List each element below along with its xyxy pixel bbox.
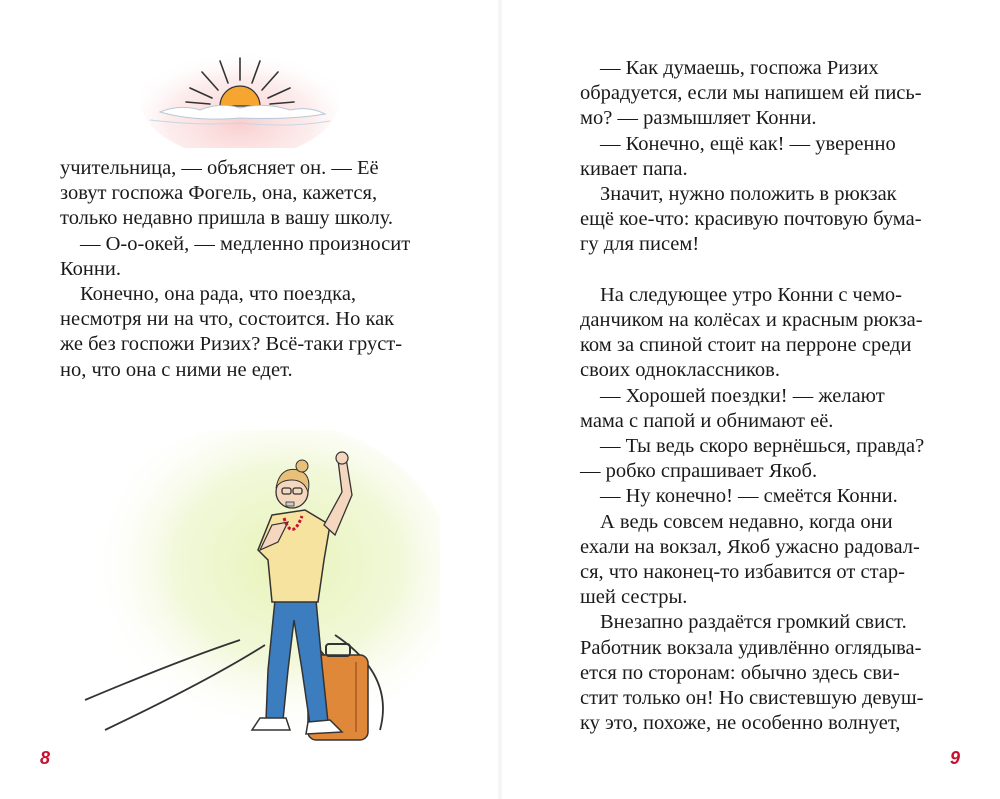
text-line: только недавно пришла в вашу школу. [60, 207, 394, 230]
text-line: — Ты ведь скоро вернёшься, правда? [600, 435, 925, 458]
text-line: ещё кое-что: красивую почтовую бума- [580, 208, 922, 231]
text-line: ком за спиной стоит на перроне среди [580, 334, 912, 357]
text-line: — Конечно, ещё как! — уверенно [600, 132, 896, 155]
text-line: Работник вокзала удивлённо оглядыва- [580, 636, 922, 659]
text-line: несмотря ни на что, состоится. Но как [60, 308, 395, 331]
text-line: — Хорошей поездки! — желают [600, 384, 885, 407]
text-line: мама с папой и обнимают её. [580, 409, 834, 432]
text-line: обрадуется, если мы напишем ей пись- [580, 82, 922, 105]
text-line: зовут госпожа Фогель, она, кажется, [60, 182, 378, 205]
right-page-text [580, 56, 960, 736]
text-line: На следующее утро Конни с чемо- [600, 283, 902, 306]
text-line: ку это, похоже, не особенно волнует, [580, 712, 901, 735]
sunrise-illustration [140, 28, 340, 148]
text-line: данчиком на колёсах и красным рюкза- [580, 309, 923, 332]
woman-whistling-illustration [80, 430, 440, 760]
text-line: Значит, нужно положить в рюкзак [600, 183, 897, 206]
text-line [580, 258, 960, 283]
text-line: же без госпожи Ризих? Всё-таки груст- [60, 333, 403, 356]
left-page-text [60, 156, 440, 383]
text-line: — Ну конечно! — смеётся Конни. [600, 485, 898, 508]
text-line: ехали на вокзал, Якоб ужасно радовал- [580, 535, 920, 558]
text-line: но, что она с ними не едет. [60, 358, 293, 381]
text-line: своих одноклассников. [580, 359, 780, 382]
text-line: Внезапно раздаётся громкий свист. [600, 611, 907, 634]
page-number-right: 9 [949, 748, 960, 768]
text-line: кивает папа. [580, 157, 688, 180]
text-line: А ведь совсем недавно, когда они [600, 510, 893, 533]
page-number-left: 8 [40, 748, 51, 768]
text-line: стит только он! Но свистевшую девуш- [580, 687, 924, 710]
text-line: учительница, — объясняет он. — Её [60, 157, 379, 179]
text-line: Конечно, она рада, что поездка, [80, 283, 357, 306]
text-line: — робко спрашивает Якоб. [580, 460, 818, 483]
text-line: гу для писем! [580, 233, 700, 256]
text-line: — О-о-окей, — медленно произносит [80, 232, 411, 255]
text-line: — Как думаешь, госпожа Ризих [600, 57, 879, 79]
text-line: ся, что наконец-то избавится от стар- [580, 561, 905, 584]
text-line: мо? — размышляет Конни. [580, 107, 817, 130]
text-line: шей сестры. [580, 586, 688, 609]
text-line: ется по сторонам: обычно здесь сви- [580, 661, 900, 684]
right-page [500, 0, 1000, 799]
text-line: Конни. [60, 257, 121, 280]
